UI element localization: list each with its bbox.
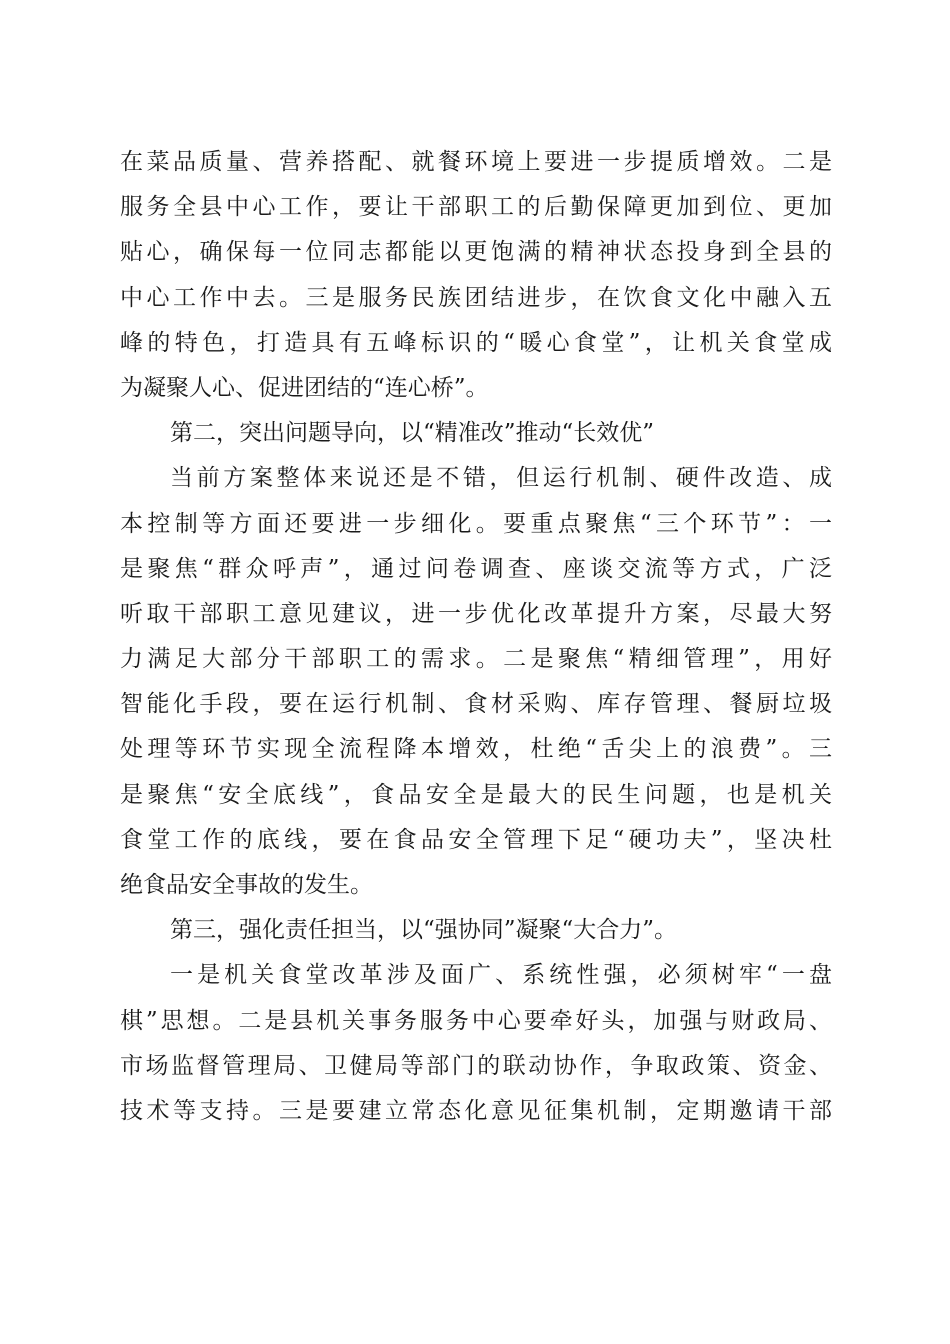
text-line: 处理等环节实现全流程降本增效，杜绝“舌尖上的浪费”。三 bbox=[120, 736, 832, 763]
paragraph-service-goals bbox=[120, 140, 832, 411]
text-line: 当前方案整体来说还是不错，但运行机制、硬件改造、成 bbox=[170, 465, 832, 492]
document-body bbox=[120, 140, 832, 1134]
text-line: 绝食品安全事故的发生。 bbox=[120, 872, 373, 898]
text-line: 一是机关食堂改革涉及面广、系统性强，必须树牢“一盘 bbox=[170, 962, 832, 989]
text-line: 力满足大部分干部职工的需求。二是聚焦“精细管理”，用好 bbox=[120, 646, 832, 673]
section-heading-2 bbox=[120, 411, 832, 456]
text-line: 是聚焦“群众呼声”，通过问卷调查、座谈交流等方式，广泛 bbox=[120, 555, 832, 582]
text-line: 听取干部职工意见建议，进一步优化改革提升方案，尽最大努 bbox=[120, 600, 832, 627]
text-line: 食堂工作的底线，要在食品安全管理下足“硬功夫”，坚决杜 bbox=[120, 826, 832, 853]
text-line: 技术等支持。三是要建立常态化意见征集机制，定期邀请干部 bbox=[120, 1097, 832, 1124]
text-line: 峰的特色，打造具有五峰标识的“暖心食堂”，让机关食堂成 bbox=[120, 329, 832, 356]
text-line: 服务全县中心工作，要让干部职工的后勤保障更加到位、更加 bbox=[120, 194, 832, 221]
paragraph-coordination bbox=[120, 953, 832, 1134]
text-line: 是聚焦“安全底线”，食品安全是最大的民生问题，也是机关 bbox=[120, 781, 832, 808]
text-line: 智能化手段，要在运行机制、食材采购、库存管理、餐厨垃圾 bbox=[120, 691, 832, 718]
text-line: 贴心，确保每一位同志都能以更饱满的精神状态投身到全县的 bbox=[120, 239, 832, 266]
text-line: 本控制等方面还要进一步细化。要重点聚焦“三个环节”：一 bbox=[120, 510, 832, 537]
heading-line: 第三，强化责任担当，以“强协同”凝聚“大合力”。 bbox=[170, 917, 678, 944]
paragraph-three-links bbox=[120, 456, 832, 908]
heading-line: 第二，突出问题导向，以“精准改”推动“长效优” bbox=[170, 420, 655, 447]
text-line: 棋”思想。二是县机关事务服务中心要牵好头，加强与财政局、 bbox=[120, 1007, 832, 1034]
text-line: 为凝聚人心、促进团结的“连心桥”。 bbox=[120, 374, 489, 401]
text-line: 中心工作中去。三是服务民族团结进步，在饮食文化中融入五 bbox=[120, 284, 832, 311]
text-line: 在菜品质量、营养搭配、就餐环境上要进一步提质增效。二是 bbox=[120, 149, 832, 175]
section-heading-3 bbox=[120, 908, 832, 953]
text-line: 市场监督管理局、卫健局等部门的联动协作，争取政策、资金、 bbox=[120, 1052, 832, 1079]
